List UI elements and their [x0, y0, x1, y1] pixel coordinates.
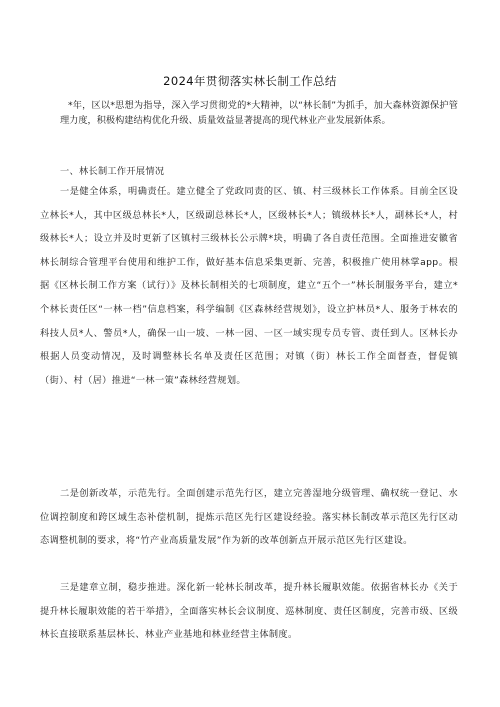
- section-heading: 一、林长制工作开展情况: [60, 166, 165, 177]
- intro-paragraph: *年，区以*思想为指导，深入学习贯彻党的*大精神，以“林长制”为抓手，加大森林资源保护管理力度，积极构建结构优化升级、质量效益显著提高的现代林业产业发展新体系。: [60, 100, 458, 126]
- body-paragraph: 一是健全体系，明确责任。建立健全了党政同责的区、镇、村三级林长工作体系。目前全区设立林长*人，其中区级总林长*人，区级副总林长*人，区级林长*人；镇级林长*人，副林长*人，村级林长*人；设立并及时更新了区镇村三级林长公示牌*块，明确了各自责任范围。全面推进安徽省林长制综合管理平台使用和维护工作，做好基本信息采集更新、完善，积极推广使用林掌app。根据《区林长制工作方案（试行）》及林长制相关的七项制度，建立“五个一”林长制服务平台，建立*个林长责任区“一林一档”信息档案，科学编制《区森林经营规划》，设立护林员*人、服务于林农的科技人员*人、警员*人，确保一山一坡、一林一园、一区一域实现专员专管、责任到人。区林长办根据人员变动情况，及时调整林长名单及责任区范围；对镇（街）林长工作全面督查，督促镇（街）、村（居）推进“一林一策”森林经营规划。: [40, 186, 458, 386]
- document-title: 2024年贯彻落实林长制工作总结: [163, 74, 337, 88]
- body-paragraph: 三是建章立制，稳步推进。深化新一轮林长制改革，提升林长履职效能。依据省林长办《关于提升林长履职效能的若干举措》，全面落实林长会议制度、巡林制度、责任区制度，完善市级、区级林长直接联系基层林长、林业产业基地和林业经营主体制度。: [40, 582, 458, 641]
- body-paragraph: 二是创新改革，示范先行。全面创建示范先行区，建立完善湿地分级管理、确权统一登记、水位调控制度和跨区域生态补偿机制，提炼示范区先行区建设经验。落实林长制改革示范区先行区动态调整机制的要求，将“竹产业高质量发展”作为新的改革创新点开展示范区先行区建设。: [40, 488, 458, 547]
